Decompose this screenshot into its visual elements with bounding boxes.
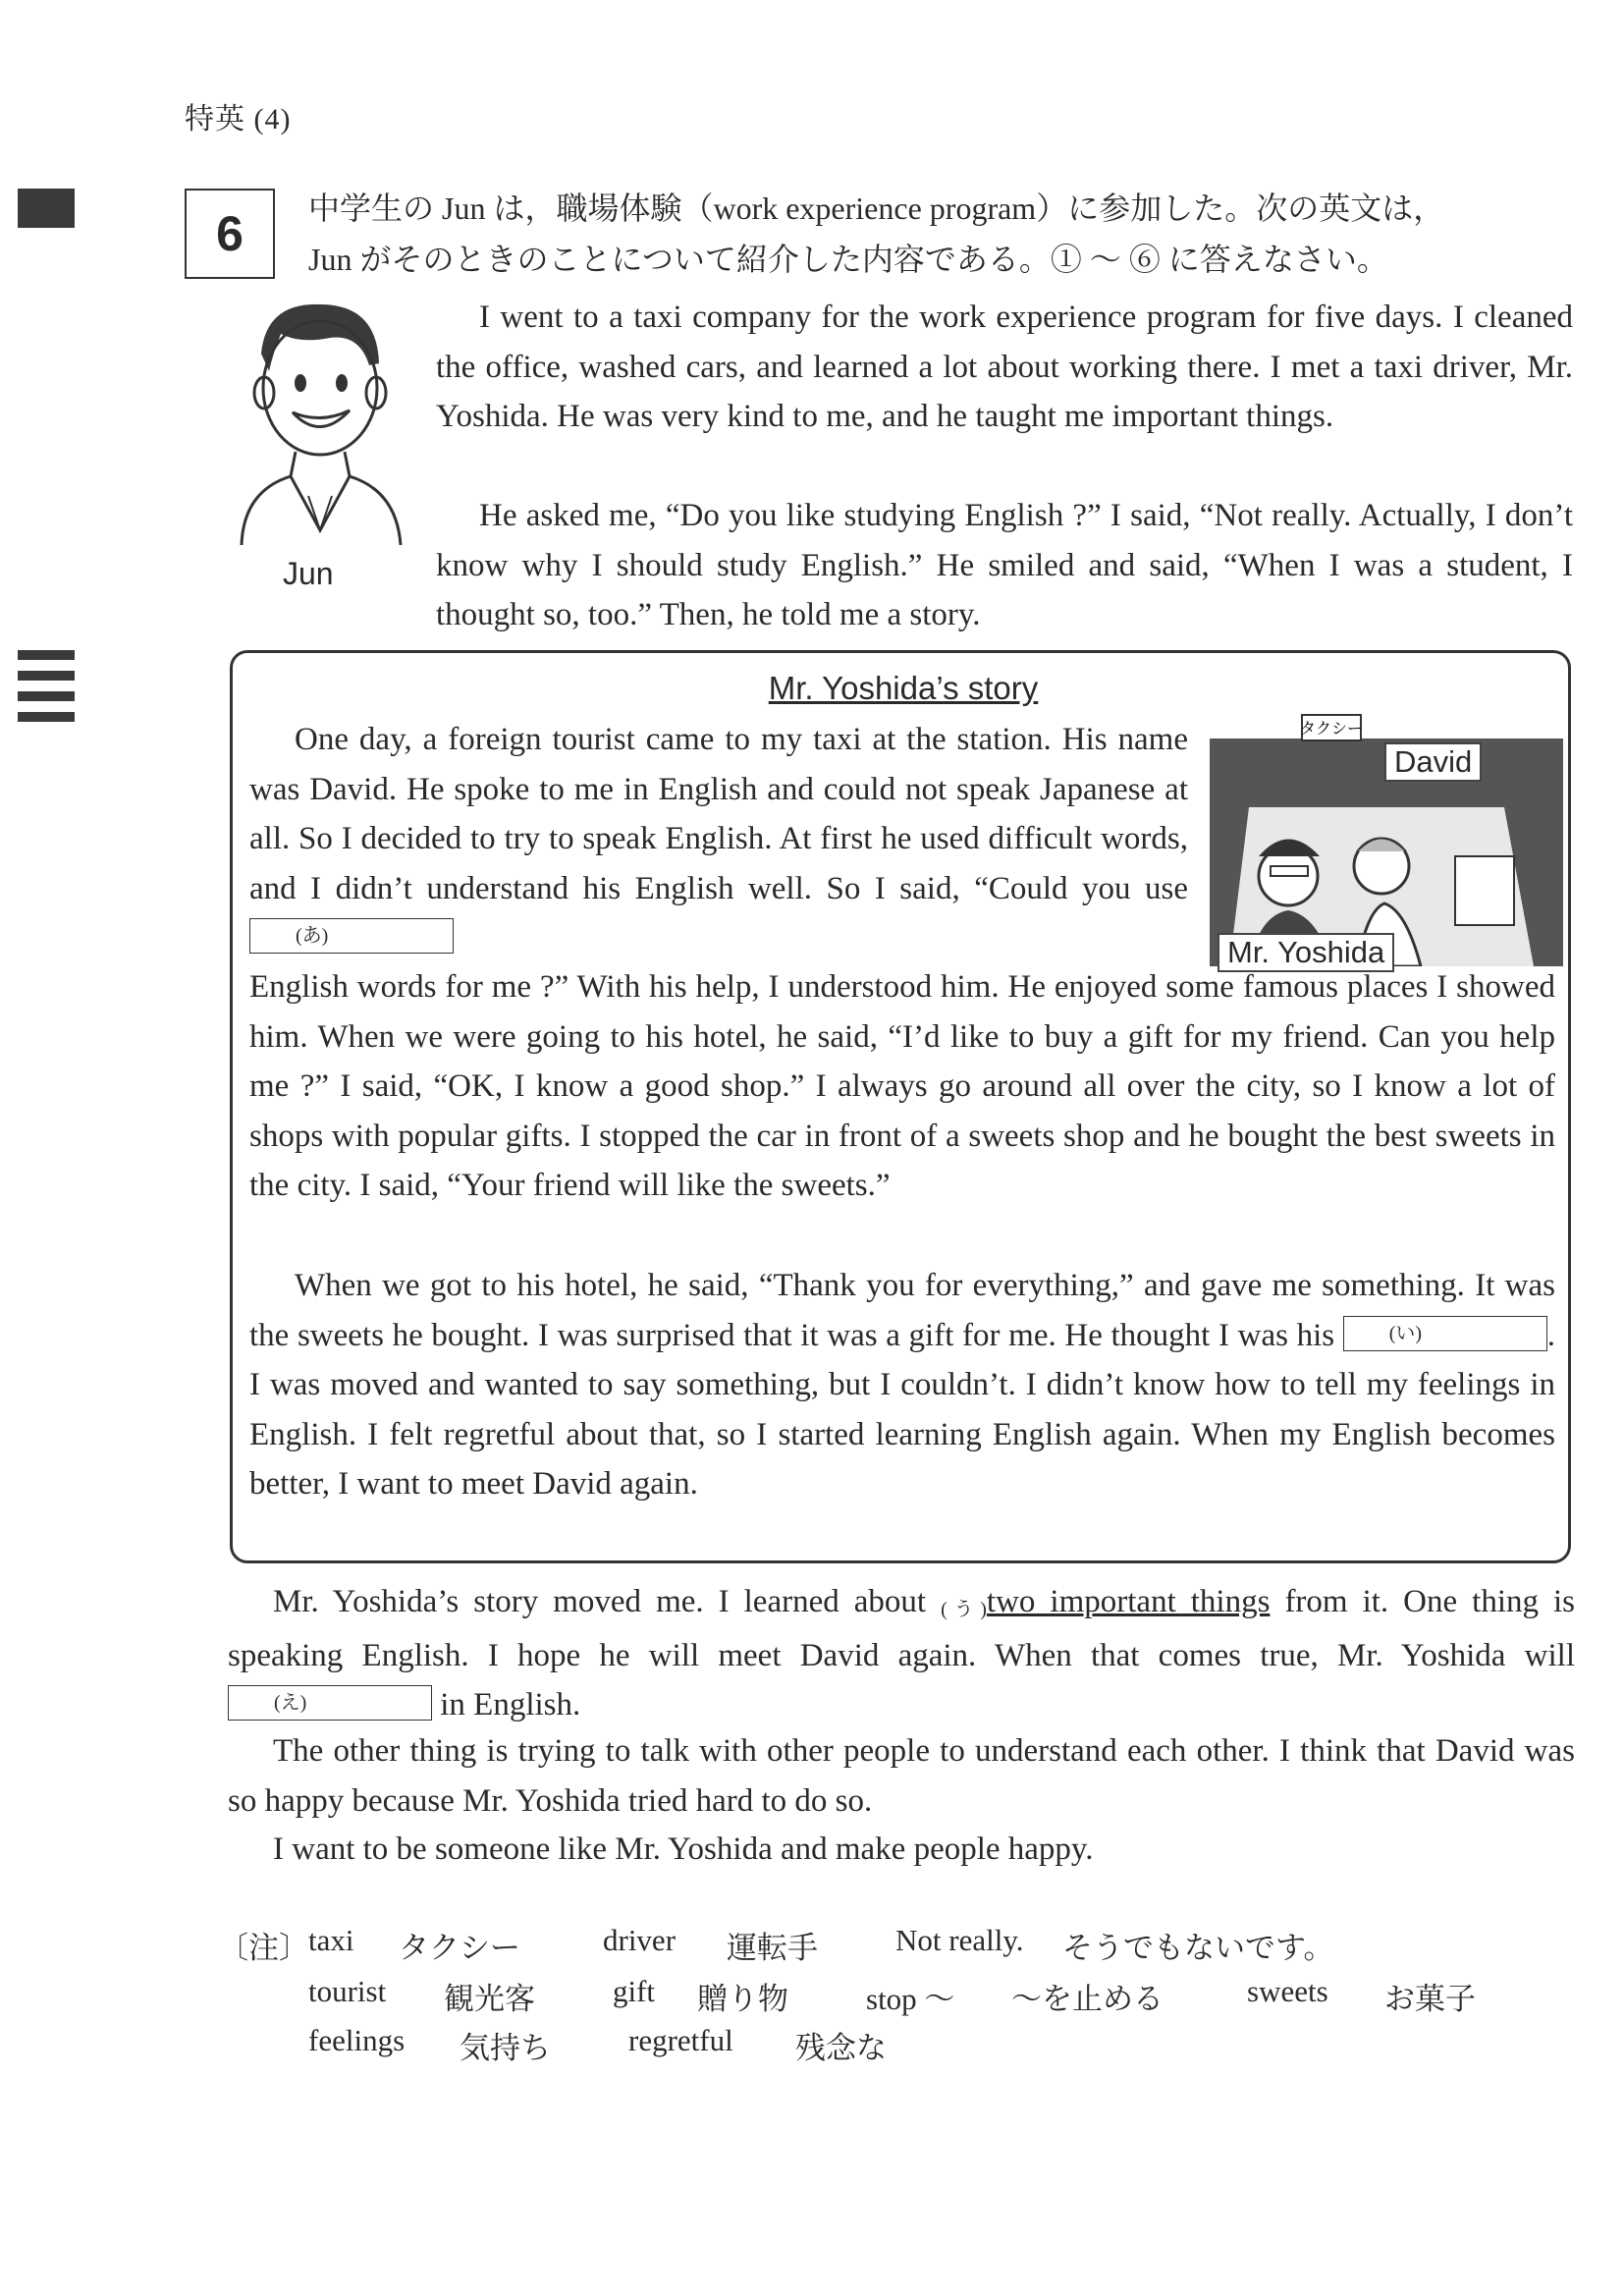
story-paragraph-1a [249,715,1188,963]
note-en: regretful [628,2023,733,2057]
after-p1-text-a: Mr. Yoshida’s story moved me. I learned about [273,1584,927,1619]
jun-paragraph-2: He asked me, “Do you like studying English ?” I said, “Not really. Actually, I don’t know why I should study English.” He smiled and said, “When I was a student, I thought so, too.” Then, he told me a story. [436,498,1573,632]
notes-label: 〔注〕 [218,1931,309,1965]
note-ja: 〜を止める [1011,1982,1164,2016]
blank-e: (え) [228,1685,432,1721]
jun-label: Jun [283,556,334,591]
note-ja: 観光客 [444,1982,535,2016]
story-paragraph-2 [249,1261,1555,1509]
taxi-sign: タクシー [1299,719,1364,738]
note-en: tourist [308,1974,387,2008]
note-en: taxi [308,1923,354,1957]
story-p2-text-b: . I was moved and wanted to say something, but I couldn’t. I didn’t know how to tell my feelings in English. I felt regretful about that, so I started learning English again. When my English becomes better, I want to meet David again. [249,1317,1555,1502]
underlined-phrase: two important things [986,1584,1271,1619]
label-mr-yoshida: Mr. Yoshida [1218,933,1394,972]
note-en: driver [603,1923,677,1957]
after-paragraph-1 [228,1577,1575,1730]
intro-line-2: Jun がそのときのことについて紹介した内容である。① 〜 ⑥ に答えなさい。 [308,242,1388,277]
question-number: 6 [185,189,275,279]
note-ja: タクシー [399,1931,520,1965]
note-en: gift [613,1974,656,2008]
note-en: sweets [1247,1974,1328,2008]
note-ja: 気持ち [460,2031,551,2065]
after-paragraph-3: I want to be someone like Mr. Yoshida and make people happy. [273,1831,1094,1867]
after-p1-text-c: in English. [440,1687,581,1722]
page-tag: 特英 (4) [185,103,292,136]
note-ja: そうでもないです。 [1062,1931,1334,1965]
intro-line-1: 中学生の Jun は，職場体験（work experience program）に参加した。次の英文は， [308,191,1445,226]
note-en: feelings [308,2023,406,2057]
margin-marker-block [18,189,75,228]
jun-paragraph-1: I went to a taxi company for the work experience program for five days. I cleaned the office, washed cars, and learned a lot about working there. I met a taxi driver, Mr. Yoshida. He was very kind to me, and he taught me important things. [436,300,1573,434]
note-en: stop 〜 [866,1982,955,2016]
note-ja: 運転手 [727,1931,818,1965]
after-p1-text-b: from it. One thing is speaking English. I hope he will meet David again. When that comes true, Mr. Yoshida will [228,1584,1576,1673]
question-intro [308,183,1585,285]
note-ja: 残念な [795,2031,887,2065]
story-title: Mr. Yoshida’s story [768,670,1039,706]
story-p1-text-a: One day, a foreign tourist came to my taxi at the station. His name was David. He spoke to me in English and could not speak Japanese at all. So I decided to try to speak English. At first he used difficult words, and I didn’t understand his English well. So I said, “Could you use [249,722,1188,906]
story-p2-text-a: When we got to his hotel, he said, “Thank you for everything,” and gave me something. It was the sweets he bought. I was surprised that it was a gift for me. He thought I was his [249,1268,1555,1353]
label-david: David [1384,742,1482,782]
after-paragraph-2: The other thing is trying to talk with other people to understand each other. I think that David was so happy because Mr. Yoshida tried hard to do so. [228,1733,1575,1819]
note-ja: お菓子 [1384,1982,1476,2016]
blank-a: (あ) [249,918,454,954]
note-en: Not really. [895,1923,1024,1957]
mark-u: (う) [941,1599,987,1620]
story-paragraph-1b: English words for me ?” With his help, I understood him. He enjoyed some famous places I showed him. When we were going to his hotel, he said, “I’d like to buy a gift for my friend. Can you help me ?” I said, “OK, I know a good shop.” I always go around all over the city, so I know a lot of shops with popular gifts. I stopped the car in front of a sweets shop and he bought the best sweets in the city. I said, “Your friend will like the sweets.” [249,969,1555,1203]
taxi-illustration [1210,709,1563,969]
jun-illustration [222,295,408,550]
blank-i: (い) [1343,1316,1547,1351]
note-ja: 贈り物 [697,1982,788,2016]
